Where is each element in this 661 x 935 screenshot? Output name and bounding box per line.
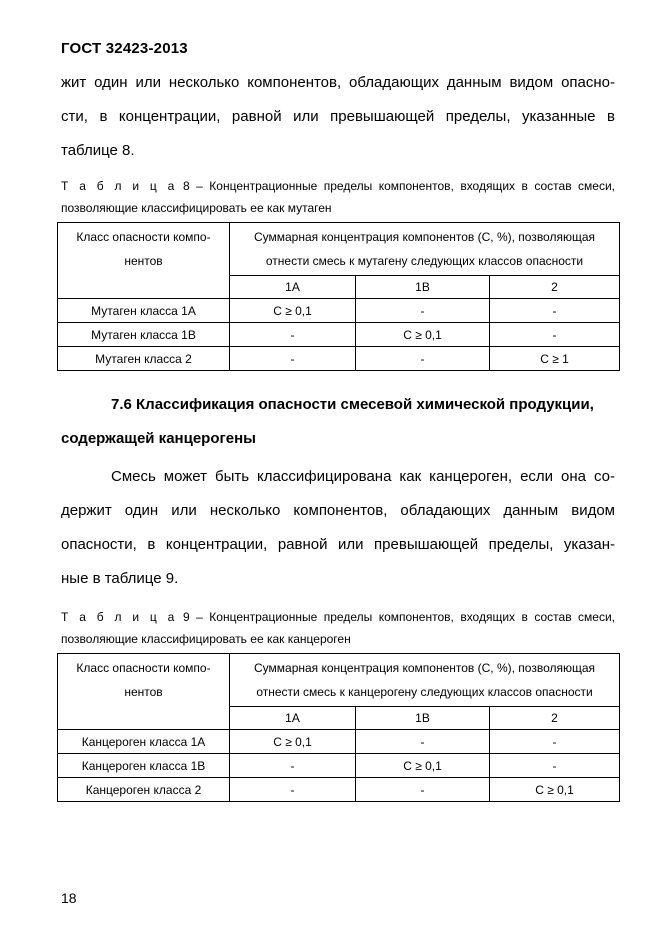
- row-label: Мутаген класса 2: [58, 347, 230, 371]
- caption-text: 8 – Концентрационные пределы компонентов, входящих в состав смеси,: [176, 179, 616, 193]
- table-cell: -: [230, 323, 356, 347]
- caption-line: [61, 175, 615, 197]
- table-cell: C ≥ 0,1: [356, 754, 490, 778]
- table-cell: C ≥ 1: [490, 347, 620, 371]
- table-row: [58, 754, 620, 778]
- subheader-class: 2: [490, 707, 620, 730]
- table8-caption: [61, 175, 615, 219]
- table-cell: -: [230, 754, 356, 778]
- header-total-concentration: Суммарная концентрация компонентов (C, %), позволяющая отнести смесь к канцерогену следующих классов опасности: [230, 654, 620, 707]
- table-row: [58, 347, 620, 371]
- table-cell: C ≥ 0,1: [356, 323, 490, 347]
- table9: [57, 653, 620, 802]
- caption-line: [61, 606, 615, 628]
- table-cell: C ≥ 0,1: [230, 299, 356, 323]
- table-cell: C ≥ 0,1: [490, 778, 620, 802]
- text-line: опасности, в концентрации, равной или превышающей пределы, указан-: [61, 536, 615, 553]
- heading-line: 7.6 Классификация опасности смесевой химической продукции,: [111, 396, 594, 413]
- text-line: Смесь может быть классифицирована как канцероген, если она со-: [111, 468, 615, 485]
- table-cell: -: [356, 299, 490, 323]
- subheader-class: 1А: [230, 276, 356, 299]
- row-label: Канцероген класса 1В: [58, 754, 230, 778]
- text-line: ные в таблице 9.: [61, 570, 179, 587]
- table-cell: -: [490, 299, 620, 323]
- table-cell: -: [490, 754, 620, 778]
- row-label: Мутаген класса 1В: [58, 323, 230, 347]
- caption-line: позволяющие классифицировать ее как мутаген: [61, 201, 332, 215]
- document-header: ГОСТ 32423-2013: [61, 40, 188, 57]
- table-row: [58, 778, 620, 802]
- header-total-concentration: Суммарная концентрация компонентов (C, %), позволяющая отнести смесь к мутагену следующих классов опасности: [230, 223, 620, 276]
- paragraph-continuation: [61, 66, 615, 168]
- paragraph-carcinogen: [61, 460, 615, 596]
- table-row: [58, 299, 620, 323]
- page-number: 18: [61, 890, 77, 906]
- section-heading: [61, 388, 615, 456]
- table-row: [58, 730, 620, 754]
- subheader-class: 2: [490, 276, 620, 299]
- header-hazard-class: Класс опасности компо-нентов: [58, 654, 230, 730]
- table-cell: C ≥ 0,1: [230, 730, 356, 754]
- table-cell: -: [490, 730, 620, 754]
- row-label: Мутаген класса 1А: [58, 299, 230, 323]
- caption-word: Т а б л и ц а: [61, 179, 177, 193]
- row-label: Канцероген класса 1А: [58, 730, 230, 754]
- text-line: держит один или несколько компонентов, обладающих данным видом: [61, 502, 615, 519]
- table-row: [58, 323, 620, 347]
- text-line: сти, в концентрации, равной или превышающей пределы, указанные в: [61, 108, 615, 125]
- caption-text: 9 – Концентрационные пределы компонентов, входящих в состав смеси,: [176, 610, 616, 624]
- table-cell: -: [230, 347, 356, 371]
- text-line: жит один или несколько компонентов, обладающих данным видом опасно-: [61, 74, 615, 91]
- row-label: Канцероген класса 2: [58, 778, 230, 802]
- table-cell: -: [230, 778, 356, 802]
- header-hazard-class: Класс опасности компо-нентов: [58, 223, 230, 299]
- text-line: таблице 8.: [61, 142, 135, 159]
- subheader-class: 1А: [230, 707, 356, 730]
- subheader-class: 1В: [356, 276, 490, 299]
- table-cell: -: [356, 347, 490, 371]
- subheader-class: 1В: [356, 707, 490, 730]
- caption-line: позволяющие классифицировать ее как канцероген: [61, 632, 351, 646]
- table-cell: -: [490, 323, 620, 347]
- table-cell: -: [356, 730, 490, 754]
- table8: [57, 222, 620, 371]
- heading-line: содержащей канцерогены: [61, 430, 256, 447]
- caption-word: Т а б л и ц а: [61, 610, 177, 624]
- table9-caption: [61, 606, 615, 650]
- table-cell: -: [356, 778, 490, 802]
